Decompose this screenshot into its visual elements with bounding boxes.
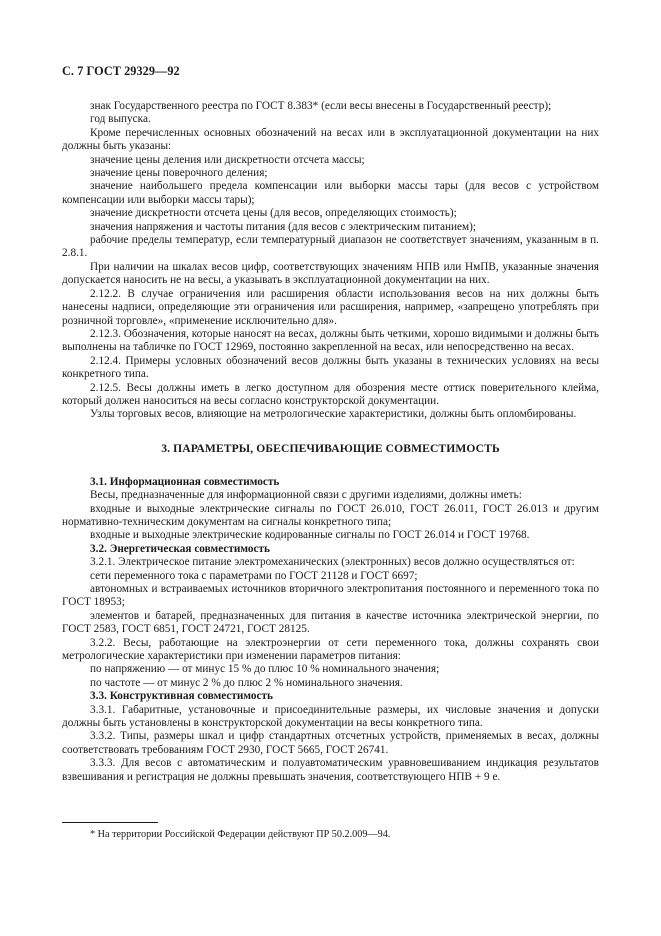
footnote: * На территории Российской Федерации действуют ПР 50.2.009—94. xyxy=(90,829,391,840)
paragraph: Узлы торговых весов, влияющие на метрологические характеристики, должны быть опломбированы. xyxy=(90,408,577,421)
paragraph: 3.3.1. Габаритные, установочные и присоединительные размеры, их числовые значения и допуски должны быть установлены в конструкторской документации на весы конкретного типа. xyxy=(62,703,599,730)
document-page xyxy=(62,64,599,784)
paragraph: по напряжению — от минус 15 % до плюс 10 % номинального значения; xyxy=(90,663,440,676)
paragraph: элементов и батарей, предназначенных для питания в качестве источника электрической энергии, по ГОСТ 2583, ГОСТ 6851, ГОСТ 24721, ГОСТ 28125. xyxy=(62,609,599,636)
section-heading: 3. ПАРАМЕТРЫ, ОБЕСПЕЧИВАЮЩИЕ СОВМЕСТИМОСТЬ xyxy=(161,441,500,455)
page-header: С. 7 ГОСТ 29329—92 xyxy=(62,64,180,78)
paragraph: 3.2.1. Электрическое питание электромеханических (электронных) весов должно осуществляться от: xyxy=(90,556,575,569)
paragraph: знак Государственного реестра по ГОСТ 8.383* (если весы внесены в Государственный реестр); xyxy=(90,100,552,112)
paragraph: значение наибольшего предела компенсации или выборки массы тары (для весов с устройством компенсации или выборки массы тары); xyxy=(62,180,599,206)
paragraph: значение цены деления или дискретности отсчета массы; xyxy=(90,153,365,166)
paragraph: При наличии на шкалах весов цифр, соответствующих значениям НПВ или НмПВ, указанные значения допускается наносить не на весы, а указывать в эксплуатационной документации на них. xyxy=(62,260,599,287)
paragraph: значения напряжения и частоты питания (для весов с электрическим питанием); xyxy=(90,220,476,233)
paragraph: по частоте — от минус 2 % до плюс 2 % номинального значения. xyxy=(90,676,403,689)
paragraph: Кроме перечисленных основных обозначений на весах или в эксплуатационной документации на них должны быть указаны: xyxy=(62,126,599,153)
paragraph: входные и выходные электрические сигналы по ГОСТ 26.010, ГОСТ 26.011, ГОСТ 26.013 и другим нормативно-техническим документам на сигналы конкретного типа; xyxy=(62,502,599,528)
paragraph-2-12-2: 2.12.2. В случае ограничения или расширения области использования весов на них должны быть нанесены надписи, определяющие эти ограничения или расширения, например, «запрещено употреблять при розничной торговле», «применение исключительно для». xyxy=(62,287,599,327)
paragraph: год выпуска. xyxy=(90,113,151,126)
paragraph: 3.2.2. Весы, работающие на электроэнергии от сети переменного тока, должны сохранять свои метрологические характеристики при изменении параметров питания: xyxy=(62,636,599,663)
paragraph-2-12-3: 2.12.3. Обозначения, которые наносят на весах, должны быть четкими, хорошо видимыми и должны быть выполнены на табличке по ГОСТ 12969, постоянно закрепленной на весах, или непосредственно на весах. xyxy=(62,327,599,354)
subsection-title-3-1: 3.1. Информационная совместимость xyxy=(90,475,280,488)
body-text xyxy=(62,100,599,784)
paragraph-2-12-4: 2.12.4. Примеры условных обозначений весов должны быть указаны в технических условиях на весы конкретного типа. xyxy=(62,354,599,381)
paragraph: 3.3.3. Для весов с автоматическим и полуавтоматическим уравновешиванием индикация результатов взвешивания и регистрация не должны превышать значения, соответствующего НПВ + 9 е. xyxy=(62,757,599,783)
paragraph: сети переменного тока с параметрами по ГОСТ 21128 и ГОСТ 6697; xyxy=(90,569,418,582)
paragraph: Весы, предназначенные для информационной связи с другими изделиями, должны иметь: xyxy=(90,489,522,502)
paragraph: значение цены поверочного деления; xyxy=(90,167,268,180)
paragraph: рабочие пределы температур, если температурный диапазон не соответствует значениям, указанным в п. 2.8.1. xyxy=(62,234,599,260)
subsection-title-3-3: 3.3. Конструктивная совместимость xyxy=(90,690,273,703)
footnote-divider xyxy=(62,822,158,823)
paragraph: 3.3.2. Типы, размеры шкал и цифр стандартных отсчетных устройств, применяемых в весах, должны соответствовать требованиям ГОСТ 2930, ГОСТ 5665, ГОСТ 26741. xyxy=(62,730,599,756)
paragraph: автономных и встраиваемых источников вторичного электропитания постоянного и переменного тока по ГОСТ 18953; xyxy=(62,583,599,609)
paragraph-2-12-5: 2.12.5. Весы должны иметь в легко доступном для обозрения месте оттиск поверительного клейма, который должен наноситься на весы согласно конструкторской документации. xyxy=(62,381,599,407)
paragraph: значение дискретности отсчета цены (для весов, определяющих стоимость); xyxy=(90,207,457,220)
subsection-title-3-2: 3.2. Энергетическая совместимость xyxy=(90,542,270,555)
paragraph: входные и выходные электрические кодированные сигналы по ГОСТ 26.014 и ГОСТ 19768. xyxy=(90,529,530,542)
